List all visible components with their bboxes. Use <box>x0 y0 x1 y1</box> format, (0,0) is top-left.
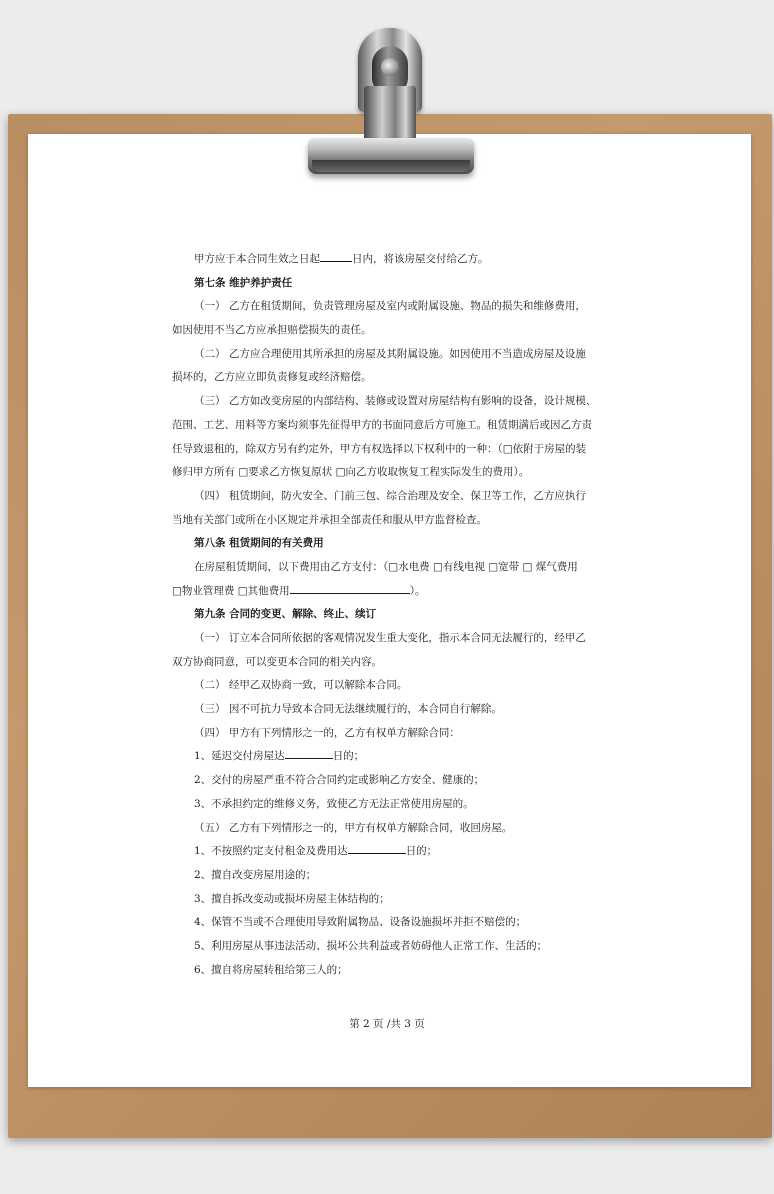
text-line: 任导致退租的，除双方另有约定外，甲方有权选择以下权利中的一种：（□依附于房屋的装 <box>172 442 587 455</box>
text-line: 如因使用不当乙方应承担赔偿损失的责任。 <box>172 324 372 337</box>
list-item: 3、不承担约定的维修义务，致使乙方无法正常使用房屋的。 <box>194 797 474 810</box>
text-segment: 日内，将该房屋交付给乙方。 <box>352 253 489 265</box>
text-line: （二） 经甲乙双协商一致，可以解除本合同。 <box>194 679 408 692</box>
list-item: 4、保管不当或不合理使用导致附属物品、设备设施损坏并拒不赔偿的； <box>194 916 527 929</box>
text-segment: 1、延迟交付房屋达 <box>194 750 285 763</box>
fill-blank <box>348 842 406 854</box>
list-item: 2、交付的房屋严重不符合合同约定或影响乙方安全、健康的； <box>194 774 485 787</box>
text-line: （三） 因不可抗力导致本合同无法继续履行的，本合同自行解除。 <box>194 703 502 716</box>
list-item: 3、擅自拆改变动或损坏房屋主体结构的； <box>194 892 390 905</box>
page-number: 第 2 页 /共 3 页 <box>349 1018 425 1030</box>
article-8-heading: 第八条 租赁期间的有关费用 <box>194 537 324 550</box>
list-item: 2、擅自改变房屋用途的； <box>194 868 317 881</box>
text-line: （三） 乙方如改变房屋的内部结构、装修或设置对房屋结构有影响的设备，设计规模、 <box>194 395 597 408</box>
text-line: （一） 乙方在租赁期间，负责管理房屋及室内或附属设施、物品的损失和维修费用， <box>194 300 586 313</box>
article-7-heading: 第七条 维护养护责任 <box>194 276 293 289</box>
text-line: （一） 订立本合同所依据的客观情况发生重大变化，指示本合同无法履行的，经甲乙 <box>194 632 586 644</box>
text-segment: 甲方应于本合同生效之日起 <box>194 253 320 265</box>
text-line <box>172 248 612 272</box>
clip-rivet <box>381 58 399 76</box>
text-line: 损坏的，乙方应立即负责修复或经济赔偿。 <box>172 371 372 384</box>
text-line: （四） 甲方有下列情形之一的，乙方有权单方解除合同： <box>194 726 460 739</box>
list-item: 5、利用房屋从事违法活动、损坏公共利益或者妨碍他人正常工作、生活的； <box>194 939 548 952</box>
article-9-heading: 第九条 合同的变更、解除、终止、续订 <box>194 608 377 621</box>
list-item <box>172 840 612 864</box>
fill-blank <box>320 250 352 262</box>
text-line: 双方协商同意，可以变更本合同的相关内容。 <box>172 655 382 668</box>
list-item: 6、擅自将房屋转租给第三人的； <box>194 963 348 976</box>
text-segment: □物业管理费 □其他费用 <box>172 584 290 597</box>
text-line: 范围、工艺、用料等方案均须事先征得甲方的书面同意后方可施工。租赁期满后或因乙方责 <box>172 418 592 431</box>
text-segment: 日的； <box>332 750 365 763</box>
fill-blank <box>290 582 410 594</box>
text-line: （五） 乙方有下列情形之一的，甲方有权单方解除合同，收回房屋。 <box>194 821 513 834</box>
text-line: 当地有关部门或所在小区规定并承担全部责任和服从甲方监督检查。 <box>172 513 487 526</box>
text-line <box>172 580 612 604</box>
text-line: 修归甲方所有 □要求乙方恢复原状 □向乙方收取恢复工程实际发生的费用）。 <box>172 466 530 479</box>
clip-body <box>364 86 416 144</box>
list-item <box>172 745 612 769</box>
text-line: （四） 租赁期间，防火安全、门前三包、综合治理及安全、保卫等工作，乙方应执行 <box>194 489 586 502</box>
clip-base-edge <box>312 160 470 172</box>
document-text <box>172 248 612 982</box>
fill-blank <box>285 747 333 759</box>
text-line: （二） 乙方应合理使用其所承担的房屋及其附属设施。如因使用不当造成房屋及设施 <box>194 347 586 360</box>
text-segment: 日的； <box>405 845 438 858</box>
text-line: 在房屋租赁期间，以下费用由乙方支付：（□水电费 □有线电视 □宽带 □ 煤气费用 <box>194 560 578 573</box>
text-segment: 1、不按照约定支付租金及费用达 <box>194 845 348 858</box>
text-segment: ）。 <box>409 584 426 597</box>
